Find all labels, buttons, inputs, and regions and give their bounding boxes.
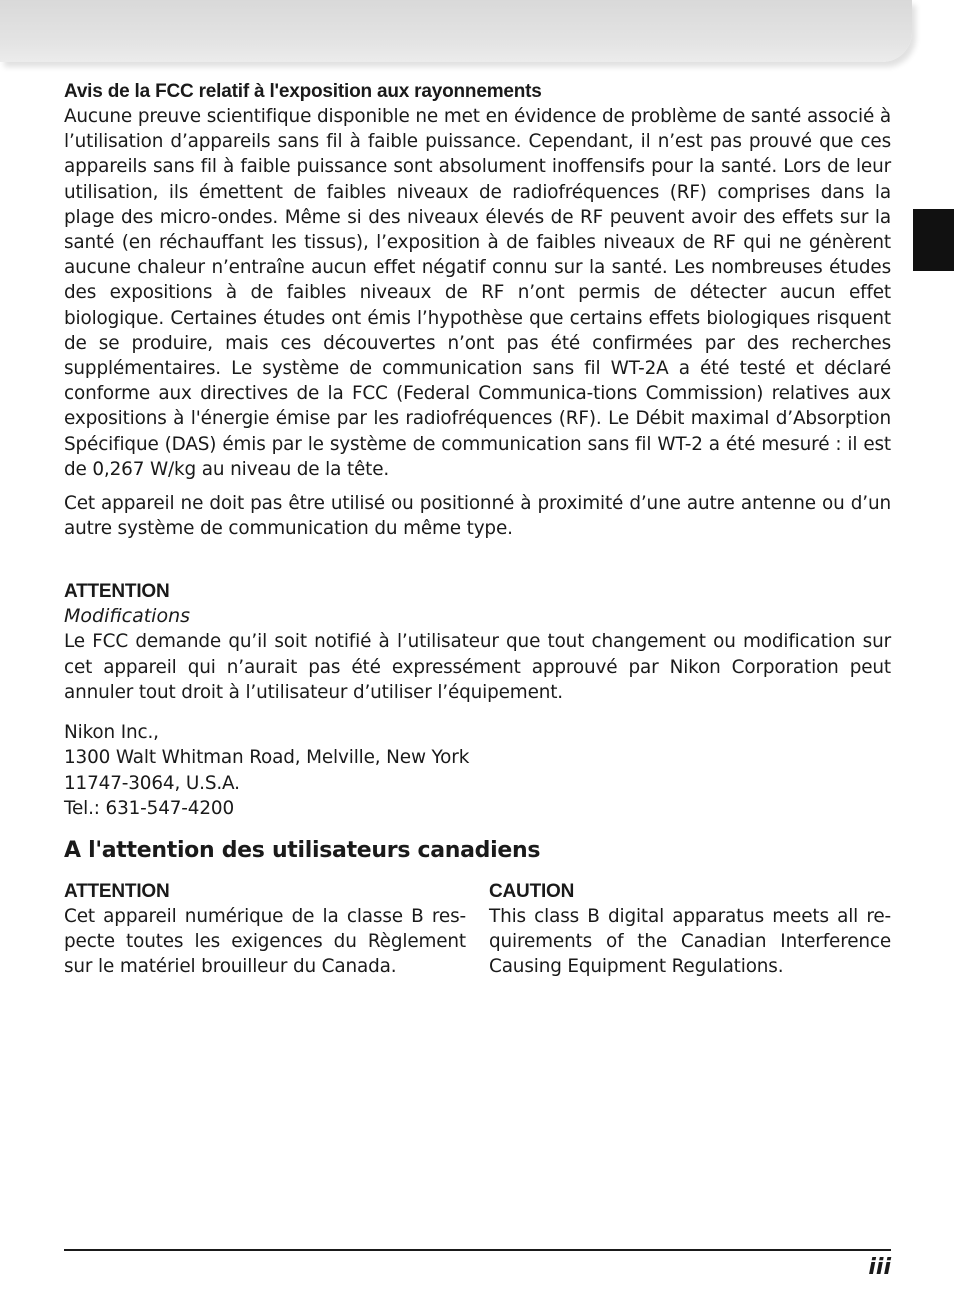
modifications-subheading: Modifications: [64, 605, 191, 628]
canadian-caution-text: This class B digital apparatus meets all re-quirements of the Canadian Interference Causing Equipment Regulations.: [489, 905, 891, 978]
fcc-notice-heading: Avis de la FCC relatif à l'exposition aux rayonnements: [64, 81, 542, 102]
address-line-company: Nikon Inc.,: [64, 722, 159, 744]
canadian-columns: [64, 879, 891, 980]
address-line-phone: Tel.: 631-547-4200: [64, 798, 234, 820]
canadian-column-french: [64, 879, 466, 980]
chapter-tab-marker: [913, 209, 954, 271]
footer-rule: [64, 1249, 891, 1251]
nikon-address: [64, 720, 891, 822]
attention-heading: ATTENTION: [64, 581, 170, 603]
address-line-zip: 11747-3064, U.S.A.: [64, 772, 240, 794]
fcc-notice-paragraph-2: Cet appareil ne doit pas être utilisé ou positionné à proximité d’une autre antenne ou d’un autre système de communication du même type.: [64, 493, 891, 540]
canadian-attention-heading: ATTENTION: [64, 880, 170, 902]
canadian-column-english: [489, 879, 891, 980]
canadian-attention-text: Cet appareil numérique de la classe B res-pecte toutes les exigences du Règlement sur le matériel brouilleur du Canada.: [64, 905, 466, 978]
modifications-text: Le FCC demande qu’il soit notifié à l’utilisateur que tout changement ou modification sur cet appareil qui n’aurait pas été expressément approuvé par Nikon Corporation peut annuler tout droit à l’utilisateur d’utiliser l’équipement.: [64, 631, 891, 703]
header-band: [0, 0, 912, 62]
canadian-caution-heading: CAUTION: [489, 880, 575, 902]
page-number: iii: [868, 1255, 891, 1280]
canadian-section-heading: A l'attention des utilisateurs canadiens: [64, 837, 541, 863]
address-line-street: 1300 Walt Whitman Road, Melville, New York: [64, 747, 470, 769]
fcc-notice-paragraph-1: Aucune preuve scientifique disponible ne met en évidence de problème de santé associé à l’utilisation d’appareils sans fil à faible puissance. Cependant, il n’est pas prouvé que ces appareils sans fil à faible puissance sont absolument inoffensifs pour la santé. Lors de leur utilisation, ils émettent de faibles niveaux de radiofréquences (RF) comprises dans la plage des micro-ondes. Même si des niveaux élevés de RF peuvent avoir des effets sur la santé (en réchauffant les tissus), l’exposition à de faibles niveaux de RF qui ne génèrent aucune chaleur n’entraîne aucun effet négatif connu sur la santé. Les nombreuses études des expositions à de faibles niveaux de RF n’ont permis de détecter aucun effet biologique. Certaines études ont émis l’hypothèse que certains effets biologiques risquent de se produire, mais ces découvertes n’ont pas été confirmées par des recherches supplémentaires. Le système de communication sans fil WT-2A a été testé et déclaré conforme aux directives de la FCC (Federal Communica-tions Commission) relatives aux expositions à l'énergie émise par les radiofréquences (RF). Le Débit maximal d’Absorption Spécifique (DAS) émis par le système de communication sans fil WT-2 a été mesuré : il est de 0,267 W/kg au niveau de la tête.: [64, 106, 891, 480]
page-content: [64, 79, 891, 979]
